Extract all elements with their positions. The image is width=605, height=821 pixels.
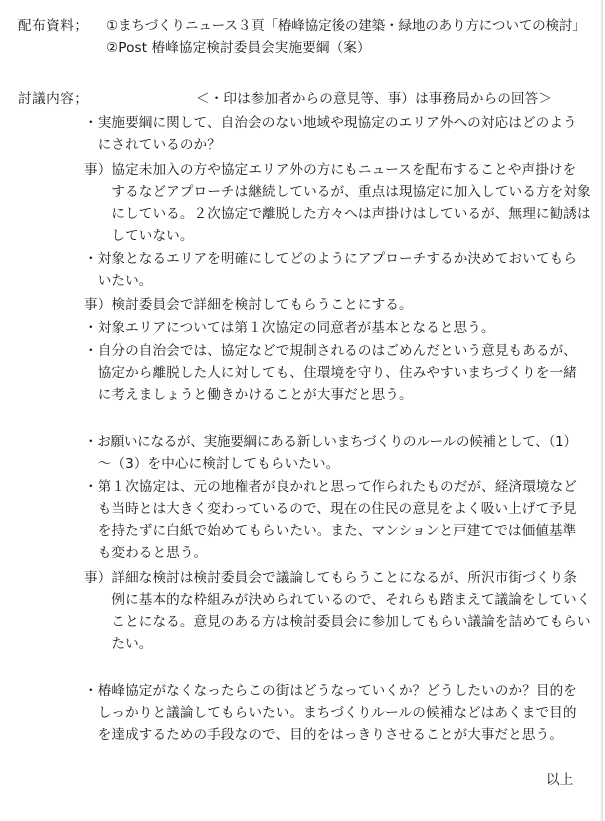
answer-1-line-4: していない。 [84, 228, 194, 244]
answer-1-line-2: するなどアプローチは継続しているが、重点は現協定に加入している方を対象 [84, 184, 591, 200]
scan-edge-shadow [600, 0, 603, 821]
answer-3-line-3: ことになる。意見のある方は検討委員会に参加してもらい議論を詰めてもらい [84, 614, 591, 630]
answer-3-line-2: 例に基本的な枠組みが決められているので、それらも踏まえて議論をしていく [84, 592, 591, 608]
comment-2-line-2: いたい。 [84, 273, 153, 289]
discussion-label: 討議内容； [18, 91, 89, 107]
comment-4-line-2: 協定から離脱した人に対しても、住環境を守り、住みやすいまちづくりを一緒 [84, 365, 577, 381]
answer-1-line-1: 事）協定未加入の方や協定エリア外の方にもニュースを配布することや声掛けを [84, 162, 577, 178]
answer-3 [84, 569, 591, 653]
comment-6-line-4: も変わると思う。 [84, 545, 208, 561]
comment-5-line-1: ・お願いになるが、実施要綱にある新しいまちづくりのルールの候補として、（1） [84, 434, 577, 450]
answer-3-line-4: たい。 [84, 636, 153, 652]
discussion-legend: ＜・印は参加者からの意見等、事）は事務局からの回答＞ [196, 91, 553, 107]
comment-1-line-2: にされているのか？ [84, 137, 221, 153]
answer-3-line-1: 事）詳細な検討は検討委員会で議論してもらうことになるが、所沢市街づくり条 [84, 570, 577, 586]
comment-2 [84, 250, 577, 290]
comment-4 [84, 342, 577, 404]
materials-item-2: ②Post 椿峰協定検討委員会実施要綱（案） [106, 40, 371, 56]
comment-7 [84, 682, 577, 744]
comment-2-line-1: ・対象となるエリアを明確にしてどのようにアプローチするか決めておいてもら [84, 251, 577, 267]
comment-1 [84, 114, 577, 154]
comment-4-line-1: ・自分の自治会では、協定などで規制されるのはごめんだという意見もあるが、 [84, 343, 577, 359]
closing-text: 以上 [546, 772, 574, 788]
answer-1 [84, 161, 591, 245]
comment-3: ・対象エリアについては第１次協定の同意者が基本となると思う。 [84, 320, 495, 336]
comment-7-line-2: しっかりと議論してもらいたい。まちづくりルールの候補などはあくまで目的 [84, 705, 577, 721]
comment-6-line-2: も当時とは大きく変わっているので、現在の住民の意見をよく吸い上げて予見 [84, 501, 577, 517]
answer-1-line-3: にしている。２次協定で離脱した方々へは声掛けはしているが、無理に勧誘は [84, 206, 591, 222]
comment-5 [84, 433, 577, 473]
answer-2: 事）検討委員会で詳細を検討してもらうことにする。 [84, 297, 413, 313]
materials-label: 配布資料； [18, 18, 89, 34]
comment-7-line-1: ・椿峰協定がなくなったらこの街はどうなっていくか？どうしたいのか？目的を [84, 683, 577, 699]
comment-6-line-1: ・第１次協定は、元の地権者が良かれと思って作られたものだが、経済環境など [84, 479, 577, 495]
comment-4-line-3: に考えましょうと働きかけることが大事だと思う。 [84, 387, 413, 403]
comment-6-line-3: を持たずに白紙で始めてもらいたい。また、マンションと戸建てでは価値基準 [84, 523, 577, 539]
comment-1-line-1: ・実施要綱に関して、自治会のない地域や現協定のエリア外への対応はどのよう [84, 115, 577, 131]
comment-6 [84, 478, 577, 562]
comment-5-line-2: ～（3）を中心に検討してもらいたい。 [84, 456, 340, 472]
materials-item-1: ①まちづくりニュース３頁「椿峰協定後の建築・緑地のあり方についての検討」 [106, 18, 586, 34]
comment-7-line-3: を達成するための手段なので、目的をはっきりさせることが大事だと思う。 [84, 727, 564, 743]
